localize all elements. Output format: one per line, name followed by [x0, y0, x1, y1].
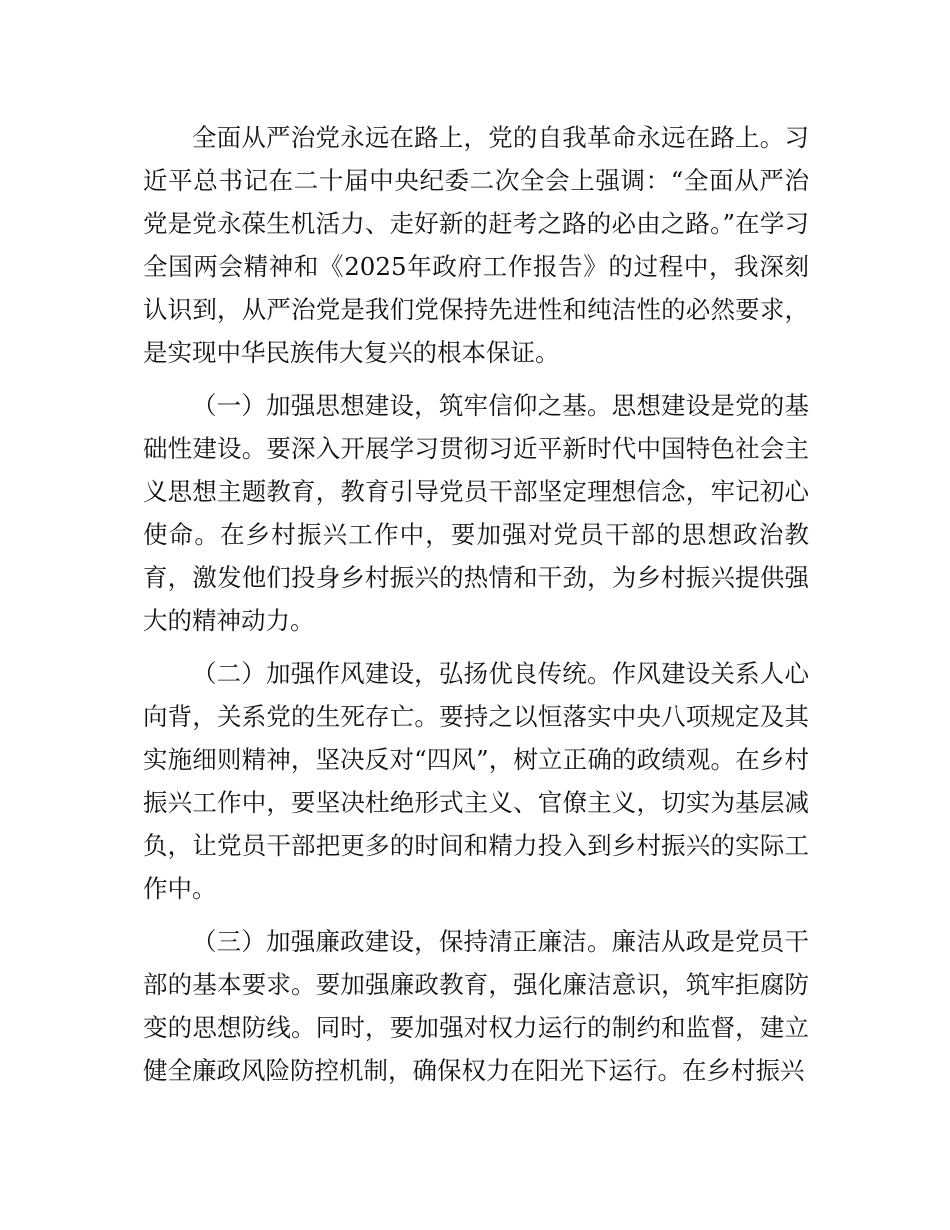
paragraph-intro: 全面从严治党永远在路上，党的自我革命永远在路上。习近平总书记在二十届中央纪委二次全会上强调：“全面从严治党是党永葆生机活力、走好新的赶考之路的必由之路。”在学习全国两会精神和《2025年政府工作报告》的过程中，我深刻认识到，从严治党是我们党保持先进性和纯洁性的必然要求，是实现中华民族伟大复兴的根本保证。	[143, 123, 809, 367]
paragraph-work-style: （二）加强作风建设，弘扬优良传统。作风建设关系人心向背，关系党的生死存亡。要持之以恒落实中央八项规定及其实施细则精神，坚决反对“四风”，树立正确的政绩观。在乡村振兴工作中，要坚决杜绝形式主义、官僚主义，切实为基层减负，让党员干部把更多的时间和精力投入到乡村振兴的实际工作中。	[143, 659, 809, 903]
document-body	[143, 116, 809, 1092]
paragraph-integrity: （三）加强廉政建设，保持清正廉洁。廉洁从政是党员干部的基本要求。要加强廉政教育，强化廉洁意识，筑牢拒腐防变的思想防线。同时，要加强对权力运行的制约和监督，建立健全廉政风险防控机制，确保权力在阳光下运行。在乡村振兴	[143, 927, 809, 1085]
paragraph-ideology: （一）加强思想建设，筑牢信仰之基。思想建设是党的基础性建设。要深入开展学习贯彻习近平新时代中国特色社会主义思想主题教育，教育引导党员干部坚定理想信念，牢记初心使命。在乡村振兴工作中，要加强对党员干部的思想政治教育，激发他们投身乡村振兴的热情和干劲，为乡村振兴提供强大的精神动力。	[143, 391, 809, 635]
